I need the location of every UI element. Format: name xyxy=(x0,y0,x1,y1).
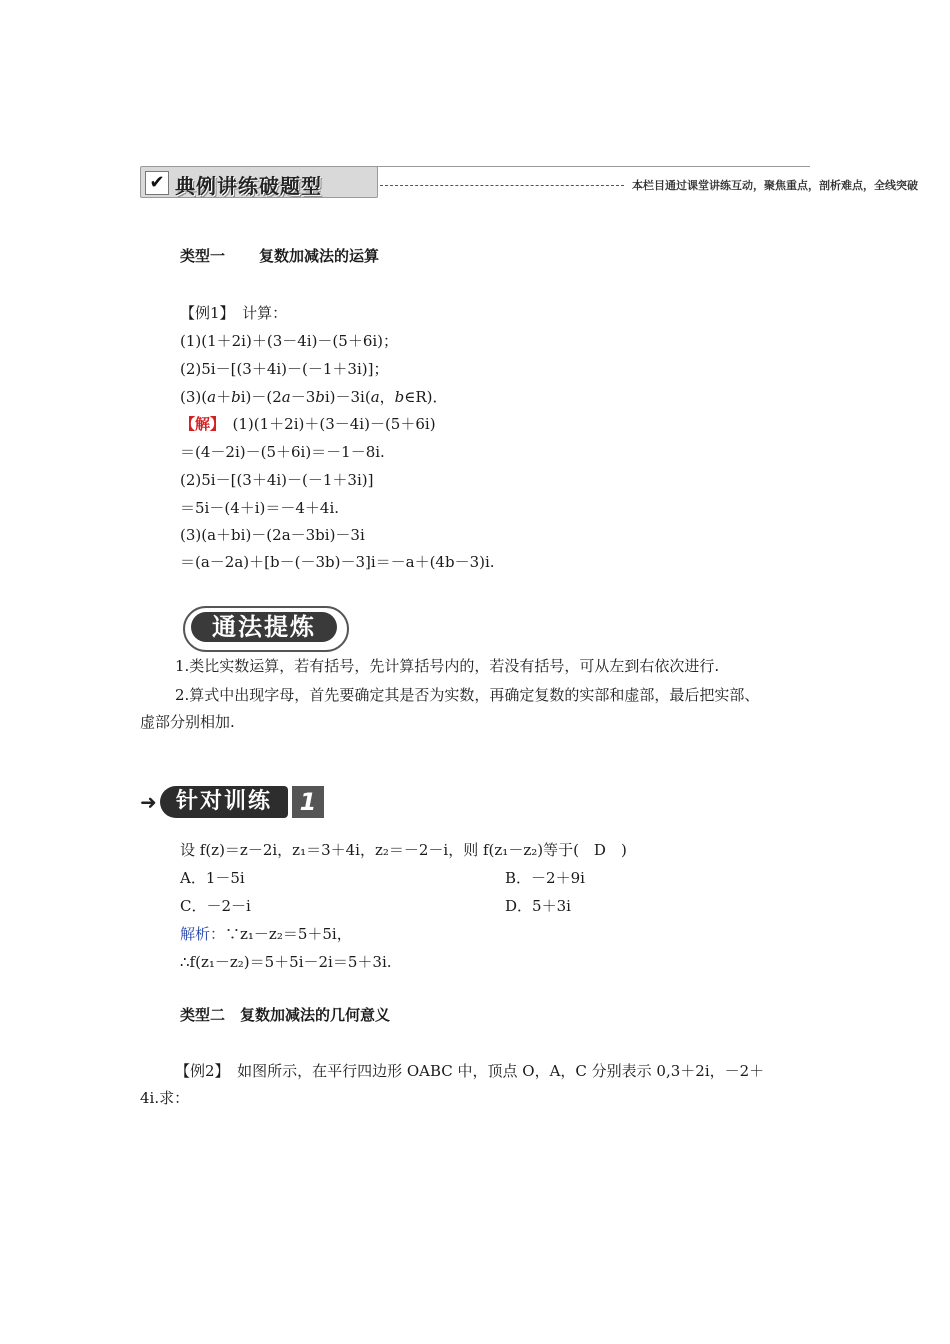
analysis-line-2: ∴f(z₁－z₂)＝5＋5i－2i＝5＋3i. xyxy=(180,953,392,971)
solution1-line-3: (2)5i－[(3＋4i)－(－1＋3i)] xyxy=(180,471,374,489)
analysis-label: 解析： xyxy=(180,925,226,943)
type2-label: 类型二 xyxy=(180,1006,226,1024)
example2-line-1: 【例2】 如图所示，在平行四边形 OABC 中，顶点 O，A，C 分别表示 0,3＋2i，－2＋ xyxy=(175,1062,765,1080)
check-icon: ✔ xyxy=(145,171,169,195)
type1-title: 复数加减法的运算 xyxy=(259,247,380,265)
type2-title: 复数加减法的几何意义 xyxy=(240,1006,391,1024)
method-paragraph-2-cont: 虚部分别相加. xyxy=(140,713,235,731)
example1-header xyxy=(180,303,287,323)
method-badge-text: 通法提炼 xyxy=(191,612,337,642)
training-label: 针对训练 xyxy=(160,786,288,818)
method-badge xyxy=(183,606,349,652)
option-c: C．－2－i xyxy=(180,897,251,915)
type1-heading xyxy=(180,246,379,266)
arrow-right-icon: ➜ xyxy=(140,790,157,814)
option-a: A．1－5i xyxy=(180,869,245,887)
example1-item-2: (2)5i－[(3＋4i)－(－1＋3i)]； xyxy=(180,360,389,378)
banner-top-rule xyxy=(376,166,810,167)
solution1-line-2: ＝(4－2i)－(5＋6i)＝－1－8i. xyxy=(180,443,385,461)
type2-heading xyxy=(180,1005,390,1025)
solution1-line-1: 【解】 (1)(1＋2i)＋(3－4i)－(5＋6i) xyxy=(180,415,436,433)
example1-prompt: 计算： xyxy=(242,304,288,322)
method-paragraph-1: 1.类比实数运算，若有括号，先计算括号内的，若没有括号，可从左到右依次进行. xyxy=(175,657,720,675)
example1-item-3: (3)(a＋bi)－(2a－3bi)－3i(a，b∈R)． xyxy=(180,388,448,406)
option-b: B．－2＋9i xyxy=(505,869,585,887)
example1-item-1: (1)(1＋2i)＋(3－4i)－(5＋6i)； xyxy=(180,332,399,350)
solution-label: 【解】 xyxy=(180,415,218,433)
training-number: 1 xyxy=(292,786,324,818)
exercise-question: 设 f(z)＝z－2i，z₁＝3＋4i，z₂＝－2－i，则 f(z₁－z₂)等于( D ) xyxy=(180,841,627,859)
solution1-line-4: ＝5i－(4＋i)＝－4＋4i. xyxy=(180,499,340,517)
example2-label: 【例2】 xyxy=(175,1062,223,1080)
example2-line-2: 4i.求： xyxy=(140,1089,190,1107)
example1-label: 【例1】 xyxy=(180,304,228,322)
analysis-line-1: 解析：∵z₁－z₂＝5＋5i， xyxy=(180,925,352,943)
solution1-line-5: (3)(a＋bi)－(2a－3bi)－3i xyxy=(180,526,365,544)
banner-dashed-rule xyxy=(380,185,624,186)
section-banner xyxy=(140,166,918,198)
option-d: D．5＋3i xyxy=(505,897,571,915)
banner-title: 典例讲练破题型 xyxy=(175,174,322,198)
type1-label: 类型一 xyxy=(180,247,226,265)
method-paragraph-2: 2.算式中出现字母，首先要确定其是否为实数，再确定复数的实部和虚部，最后把实部、 xyxy=(175,686,760,704)
solution1-line-6: ＝(a－2a)＋[b－(－3b)－3]i＝－a＋(4b－3)i. xyxy=(180,553,495,571)
banner-description: 本栏目通过课堂讲练互动，聚焦重点，剖析难点，全线突破 xyxy=(632,179,918,192)
banner-bar xyxy=(140,166,378,198)
